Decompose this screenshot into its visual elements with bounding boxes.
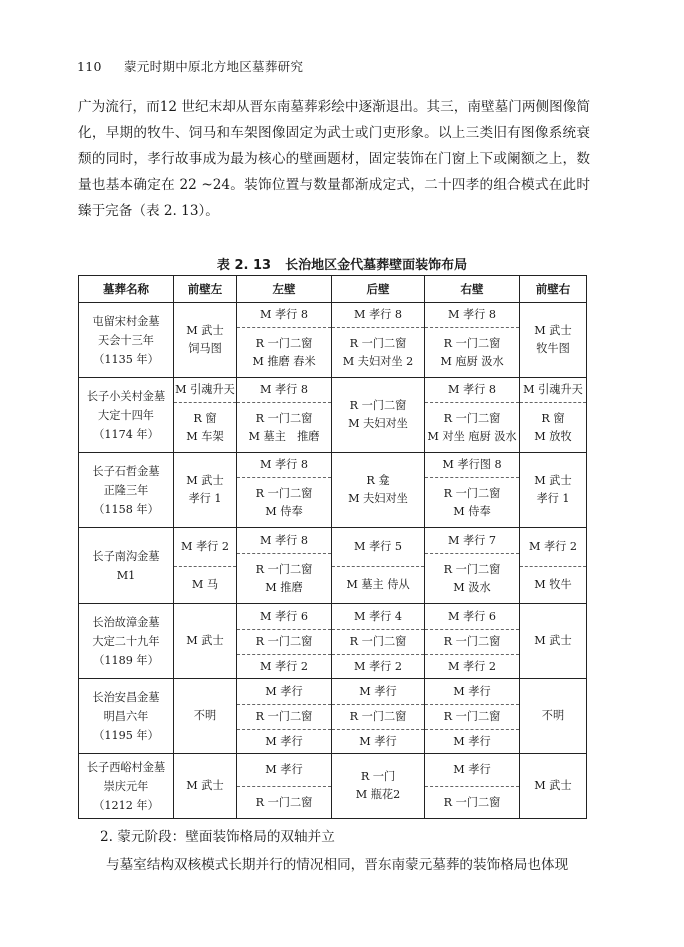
back-cell: [332, 453, 425, 528]
left-cell: [237, 528, 332, 604]
cell-text: M 孝行 6: [447, 609, 497, 623]
cell-segment: [332, 679, 424, 704]
cell-text: M 孝行 2: [353, 659, 403, 673]
cell-text: R 一门二窗: [443, 795, 501, 809]
front-left-cell: [174, 303, 237, 378]
cell-text: M 孝行: [265, 763, 303, 776]
tomb-name-line: 正隆三年: [103, 483, 149, 497]
cell-text: M 孝行 8: [259, 383, 309, 396]
cell-segment: [520, 402, 586, 452]
cell-segment: [237, 453, 331, 477]
column-header: 前壁左: [174, 276, 237, 303]
tomb-name-line: （1158 年）: [93, 502, 159, 516]
cell-segment: [237, 786, 331, 818]
column-header: 墓葬名称: [79, 276, 174, 303]
right-cell: [425, 528, 520, 604]
left-cell: [237, 754, 332, 819]
cell-text: M 孝行 8: [259, 458, 309, 471]
cell-text: R 一门二窗: [443, 635, 501, 648]
front-left-cell: [174, 528, 237, 604]
cell-text: M 孝行 6: [259, 609, 309, 623]
cell-segment: [174, 528, 236, 566]
cell-text: R 一门二窗: [255, 710, 313, 723]
cell-text: R 一门二窗: [349, 399, 407, 412]
cell-text: R 一门: [360, 770, 396, 783]
cell-segment: [237, 327, 331, 377]
cell-text: 孝行 1: [536, 492, 570, 505]
cell-segment: [332, 528, 424, 566]
table-row: [79, 528, 587, 604]
cell-segment: [425, 402, 519, 452]
cell-segment: [332, 566, 424, 603]
back-cell: [332, 754, 425, 819]
right-cell: [425, 754, 520, 819]
cell-text: R 一门二窗: [349, 710, 407, 723]
cell-segment: [425, 729, 519, 753]
column-header: 后壁: [332, 276, 425, 303]
front-left-cell: [174, 679, 237, 754]
tomb-name-line: 长子西峪村金墓: [86, 760, 166, 774]
cell-text: M 牧牛: [534, 578, 572, 591]
cell-text: M 侍奉: [453, 504, 491, 518]
cell-segment: [332, 378, 424, 452]
cell-segment: [237, 528, 331, 553]
cell-segment: [425, 303, 519, 327]
cell-segment: [520, 604, 586, 678]
cell-segment: [237, 402, 331, 452]
cell-segment: [237, 704, 331, 729]
tomb-name-line: （1212 年）: [93, 798, 159, 812]
cell-text: M 引魂升天: [523, 383, 583, 396]
cell-segment: [520, 528, 586, 566]
cell-segment: [174, 604, 236, 678]
cell-segment: [174, 453, 236, 527]
cell-text: M 马: [191, 578, 219, 591]
cell-segment: [174, 303, 236, 377]
front-left-cell: [174, 754, 237, 819]
front-right-cell: [520, 679, 587, 754]
cell-text: R 一门二窗: [443, 486, 501, 500]
tomb-name-cell: [79, 303, 174, 378]
right-cell: [425, 303, 520, 378]
cell-text: 不明: [193, 709, 217, 722]
cell-segment: [425, 679, 519, 704]
tomb-name-cell: [79, 453, 174, 528]
table-row: [79, 604, 587, 679]
cell-text: M 武士: [534, 634, 572, 647]
body-paragraph-continued: 与墓室结构双核模式长期并行的情况相同，晋东南蒙元墓葬的装饰格局也体现: [106, 857, 569, 873]
cell-text: M 武士: [186, 634, 224, 647]
cell-text: M 武士: [534, 779, 572, 792]
tomb-name-line: M1: [116, 568, 136, 582]
cell-text: M 引魂升天: [175, 383, 235, 396]
table-caption: [0, 254, 684, 273]
cell-segment: [237, 729, 331, 753]
cell-segment: [332, 327, 424, 377]
cell-segment: [237, 553, 331, 603]
cell-segment: [425, 704, 519, 729]
cell-text: R 一门二窗: [443, 336, 501, 350]
cell-text: M 墓主 推磨: [248, 429, 320, 443]
cell-segment: [332, 654, 424, 678]
back-cell: [332, 303, 425, 378]
cell-segment: [332, 604, 424, 629]
cell-segment: [332, 629, 424, 654]
cell-text: M 推磨: [265, 580, 303, 594]
front-right-cell: [520, 604, 587, 679]
cell-segment: [237, 378, 331, 402]
cell-segment: [332, 729, 424, 753]
table-caption-number: 表 2. 13: [216, 258, 272, 273]
cell-segment: [425, 553, 519, 603]
back-cell: [332, 604, 425, 679]
cell-text: M 孝行 4: [353, 609, 403, 623]
front-left-cell: [174, 378, 237, 453]
cell-text: M 武士: [534, 474, 572, 487]
column-header: 右壁: [425, 276, 520, 303]
cell-segment: [425, 754, 519, 786]
cell-text: M 夫妇对坐 2: [342, 354, 414, 368]
cell-text: M 孝行 2: [528, 540, 578, 553]
right-cell: [425, 453, 520, 528]
cell-text: M 夫妇对坐: [348, 492, 408, 505]
cell-text: M 武士: [186, 474, 224, 487]
front-right-cell: [520, 528, 587, 604]
cell-segment: [237, 629, 331, 654]
cell-segment: [425, 327, 519, 377]
cell-text: R 一门二窗: [255, 562, 313, 576]
cell-text: M 武士: [534, 324, 572, 337]
cell-text: R 一门二窗: [255, 795, 313, 809]
tomb-name-line: 天会十三年: [98, 333, 154, 347]
table-header-row: [79, 276, 587, 303]
cell-text: M 夫妇对坐: [348, 417, 408, 430]
cell-text: M 孝行 5: [353, 540, 403, 553]
left-cell: [237, 604, 332, 679]
cell-text: M 车架: [186, 429, 224, 443]
cell-text: 不明: [541, 709, 565, 722]
back-cell: [332, 378, 425, 453]
tomb-name-line: 屯留宋村金墓: [92, 314, 160, 328]
cell-segment: [425, 453, 519, 477]
right-cell: [425, 604, 520, 679]
right-cell: [425, 378, 520, 453]
cell-segment: [425, 629, 519, 654]
cell-text: M 孝行 8: [353, 308, 403, 321]
table-row: [79, 453, 587, 528]
cell-text: R 窗: [193, 411, 217, 425]
cell-text: M 孝行: [359, 684, 397, 698]
cell-segment: [520, 679, 586, 753]
front-left-cell: [174, 604, 237, 679]
body-paragraph: 广为流行，而12 世纪末却从晋东南墓葬彩绘中逐渐退出。其三，南壁墓门两侧图像简化，早期的牧牛、饲马和车架图像固定为武士或门吏形象。以上三类旧有图像系统衰颓的同时，孝行故事成为最为核心的壁画题材，固定装饰在门窗上下或阑额之上，数量也基本确定在 22 ~24。装饰位置与数量都渐成定式，二十四孝的组合模式在此时臻于完备（表 2. 13）。: [78, 99, 590, 219]
back-cell: [332, 528, 425, 604]
cell-text: M 孝行 2: [447, 659, 497, 673]
cell-text: R 龛: [366, 474, 390, 487]
cell-text: M 孝行: [265, 684, 303, 698]
cell-text: R 一门二窗: [443, 411, 501, 425]
table-row: [79, 303, 587, 378]
table-row: [79, 679, 587, 754]
tomb-name-cell: [79, 604, 174, 679]
cell-text: M 武士: [186, 779, 224, 792]
cell-text: R 一门二窗: [255, 411, 313, 425]
cell-segment: [520, 754, 586, 818]
cell-text: 牧牛图: [536, 342, 570, 355]
tomb-name-line: 长子小关村金墓: [86, 389, 166, 403]
cell-segment: [520, 303, 586, 377]
cell-text: M 侍奉: [265, 504, 303, 518]
running-header: [77, 57, 303, 75]
left-cell: [237, 378, 332, 453]
cell-segment: [425, 477, 519, 527]
back-cell: [332, 679, 425, 754]
cell-segment: [237, 654, 331, 678]
cell-text: R 一门二窗: [349, 336, 407, 350]
cell-text: M 孝行 8: [259, 308, 309, 321]
right-cell: [425, 679, 520, 754]
front-right-cell: [520, 378, 587, 453]
cell-segment: [332, 704, 424, 729]
cell-text: M 孝行 2: [180, 540, 230, 553]
cell-segment: [425, 786, 519, 818]
cell-text: M 孝行: [265, 734, 303, 748]
tomb-name-line: 长子南沟金墓: [92, 549, 160, 563]
cell-segment: [425, 604, 519, 629]
tomb-name-line: 长治安昌金墓: [92, 690, 160, 704]
cell-segment: [332, 303, 424, 327]
cell-text: M 庖厨 汲水: [440, 354, 504, 368]
cell-text: M 墓主 侍从: [346, 578, 410, 591]
tomb-name-cell: [79, 679, 174, 754]
cell-text: M 孝行: [453, 684, 491, 698]
cell-text: R 一门二窗: [349, 635, 407, 648]
cell-segment: [520, 566, 586, 603]
book-title: 蒙元时期中原北方地区墓葬研究: [124, 59, 304, 74]
cell-segment: [332, 754, 424, 818]
cell-text: 孝行 1: [188, 492, 222, 505]
cell-segment: [174, 679, 236, 753]
tomb-name-line: 大定十四年: [98, 408, 154, 422]
cell-text: M 推磨 舂米: [252, 354, 316, 368]
cell-text: M 孝行 8: [259, 533, 309, 547]
cell-segment: [237, 477, 331, 527]
tomb-name-line: 明昌六年: [103, 709, 149, 723]
page-number: 110: [77, 59, 102, 74]
cell-text: M 孝行 8: [447, 383, 497, 396]
cell-segment: [237, 604, 331, 629]
table-row: [79, 378, 587, 453]
cell-text: M 孝行: [453, 763, 491, 776]
cell-text: M 孝行: [359, 734, 397, 748]
tomb-name-line: 长子石哲金墓: [92, 464, 160, 478]
tomb-name-line: 崇庆元年: [103, 779, 149, 793]
cell-segment: [425, 378, 519, 402]
cell-text: M 汲水: [453, 580, 491, 594]
table-caption-title: 长治地区金代墓葬壁面装饰布局: [285, 258, 468, 273]
cell-text: M 放牧: [534, 429, 572, 443]
cell-text: R 一门二窗: [255, 336, 313, 350]
front-right-cell: [520, 453, 587, 528]
cell-text: R 窗: [541, 411, 565, 425]
cell-segment: [425, 528, 519, 553]
cell-segment: [237, 754, 331, 786]
cell-text: M 孝行图 8: [442, 458, 502, 471]
left-cell: [237, 679, 332, 754]
table-row: [79, 754, 587, 819]
cell-segment: [520, 453, 586, 527]
cell-segment: [332, 453, 424, 527]
cell-text: R 一门二窗: [255, 486, 313, 500]
tomb-name-cell: [79, 754, 174, 819]
cell-text: M 孝行: [453, 734, 491, 748]
tomb-name-line: 长治故漳金墓: [92, 615, 160, 629]
section-heading: 2. 蒙元阶段：壁面装饰格局的双轴并立: [100, 829, 335, 845]
front-right-cell: [520, 303, 587, 378]
cell-segment: [237, 679, 331, 704]
column-header: 前壁右: [520, 276, 587, 303]
cell-text: M 孝行 2: [259, 659, 309, 673]
cell-text: M 瓶花2: [355, 788, 401, 801]
cell-segment: [237, 303, 331, 327]
front-left-cell: [174, 453, 237, 528]
tomb-name-line: 大定二十九年: [92, 634, 160, 648]
left-cell: [237, 453, 332, 528]
cell-text: R 一门二窗: [255, 635, 313, 648]
left-cell: [237, 303, 332, 378]
cell-segment: [520, 378, 586, 402]
cell-text: M 武士: [186, 324, 224, 337]
cell-segment: [174, 378, 236, 402]
tomb-name-cell: [79, 528, 174, 604]
cell-text: M 孝行 7: [447, 533, 497, 547]
cell-text: M 孝行 8: [447, 308, 497, 321]
cell-text: R 一门二窗: [443, 562, 501, 576]
cell-text: M 对坐 庖厨 汲水: [427, 429, 517, 443]
cell-text: R 一门二窗: [443, 710, 501, 723]
cell-segment: [174, 402, 236, 452]
tomb-name-line: （1135 年）: [93, 352, 159, 366]
cell-text: 饲马图: [188, 342, 222, 355]
column-header: 左壁: [237, 276, 332, 303]
cell-segment: [174, 566, 236, 603]
tomb-decoration-table: [78, 275, 587, 819]
front-right-cell: [520, 754, 587, 819]
tomb-name-line: （1195 年）: [93, 728, 159, 742]
cell-segment: [174, 754, 236, 818]
tomb-name-line: （1189 年）: [93, 653, 159, 667]
tomb-name-cell: [79, 378, 174, 453]
tomb-name-line: （1174 年）: [93, 427, 159, 441]
cell-segment: [425, 654, 519, 678]
